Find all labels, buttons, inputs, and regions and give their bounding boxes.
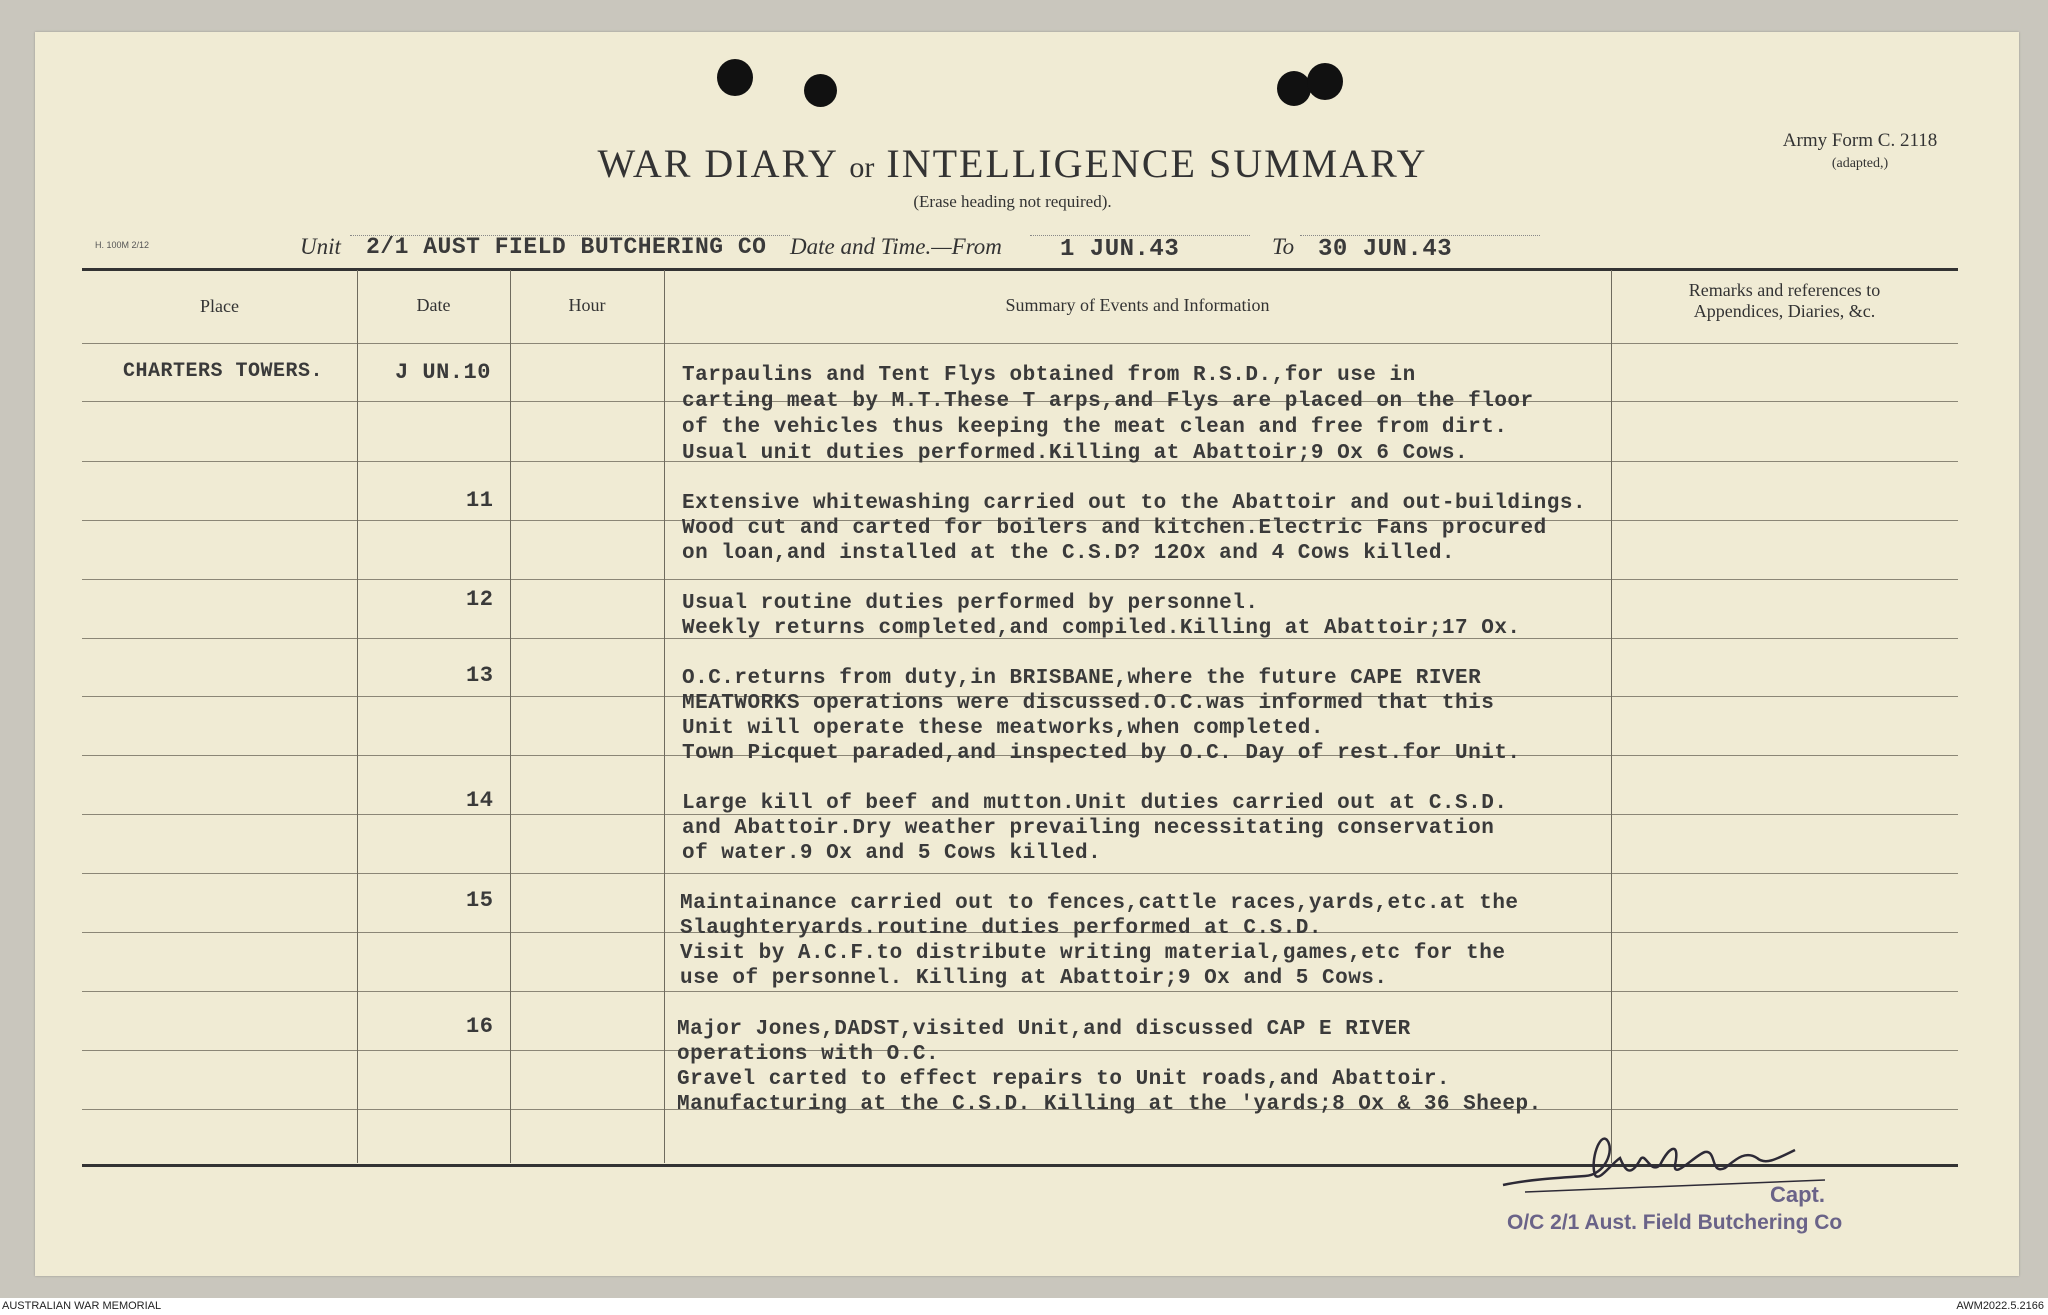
officer-stamp: O/C 2/1 Aust. Field Butchering Co xyxy=(1507,1211,1843,1234)
entry-date: 14 xyxy=(466,788,494,813)
summary-line: Manufacturing at the C.S.D. Killing at the 'yards;8 Ox & 36 Sheep. xyxy=(677,1093,1542,1116)
summary-line: on loan,and installed at the C.S.D? 12Ox and 4 Cows killed. xyxy=(682,542,1456,565)
summary-line: Extensive whitewashing carried out to the Abattoir and out-buildings. xyxy=(682,492,1587,515)
army-form-number: Army Form C. 2118 xyxy=(1782,130,1938,151)
summary-line: O.C.returns from duty,in BRISBANE,where the future CAPE RIVER xyxy=(682,667,1482,690)
summary-line: carting meat by M.T.These T arps,and Flys are placed on the floor xyxy=(682,390,1534,413)
entry-place: CHARTERS TOWERS. xyxy=(123,360,324,383)
row-rule xyxy=(82,1050,1958,1051)
column-divider xyxy=(664,270,665,1163)
punch-hole-icon xyxy=(1307,63,1343,100)
from-date-value: 1 JUN.43 xyxy=(1060,236,1180,263)
summary-line: Weekly returns completed,and compiled.Killing at Abattoir;17 Ox. xyxy=(682,617,1521,640)
row-rule xyxy=(82,873,1958,874)
column-header-hour: Hour xyxy=(568,295,606,315)
column-header-place: Place xyxy=(200,296,239,316)
summary-line: operations with O.C. xyxy=(677,1043,940,1066)
entry-date: J UN.10 xyxy=(395,360,491,385)
remarks-header-line-1: Remarks and references to xyxy=(1688,280,1881,300)
summary-line: Major Jones,DADST,visited Unit,and discussed CAP E RIVER xyxy=(677,1018,1411,1041)
column-divider xyxy=(357,270,358,1163)
entry-date: 16 xyxy=(466,1014,494,1039)
to-label: To xyxy=(1272,234,1295,259)
signature-rank: Capt. xyxy=(1770,1182,1825,1207)
unit-value: 2/1 AUST FIELD BUTCHERING CO xyxy=(366,234,767,260)
summary-line: Unit will operate these meatworks,when completed. xyxy=(682,717,1325,740)
to-date-value: 30 JUN.43 xyxy=(1318,236,1453,263)
entry-date: 12 xyxy=(466,587,494,612)
header-bottom-rule xyxy=(82,343,1958,344)
footer-left: AUSTRALIAN WAR MEMORIAL xyxy=(2,1300,162,1312)
summary-line: of the vehicles thus keeping the meat clean and free from dirt. xyxy=(682,416,1508,439)
column-header-summary: Summary of Events and Information xyxy=(1005,295,1270,315)
summary-line: Usual routine duties performed by personnel. xyxy=(682,592,1259,615)
entry-date: 15 xyxy=(466,888,494,913)
summary-line: of water.9 Ox and 5 Cows killed. xyxy=(682,842,1102,865)
erase-note: (Erase heading not required). xyxy=(913,192,1112,211)
footer-right: AWM2022.5.2166 xyxy=(1956,1300,2044,1312)
punch-hole-icon xyxy=(1277,71,1311,106)
summary-line: Large kill of beef and mutton.Unit duties carried out at C.S.D. xyxy=(682,792,1508,815)
summary-line: Maintainance carried out to fences,cattle races,yards,etc.at the xyxy=(680,892,1519,915)
summary-line: use of personnel. Killing at Abattoir;9 Ox and 5 Cows. xyxy=(680,967,1388,990)
entry-date: 13 xyxy=(466,663,494,688)
punch-hole-icon xyxy=(804,74,837,107)
entry-date: 11 xyxy=(466,488,494,513)
title-war-diary: WAR DIARY xyxy=(597,141,838,186)
table-top-rule xyxy=(82,268,1958,271)
summary-line: MEATWORKS operations were discussed.O.C.was informed that this xyxy=(682,692,1495,715)
summary-line: Tarpaulins and Tent Flys obtained from R.S.D.,for use in xyxy=(682,364,1416,387)
summary-line: Usual unit duties performed.Killing at Abattoir;9 Ox 6 Cows. xyxy=(682,442,1469,465)
summary-line: and Abattoir.Dry weather prevailing necessitating conservation xyxy=(682,817,1495,840)
print-reference: H. 100M 2/12 xyxy=(95,240,150,250)
summary-line: Wood cut and carted for boilers and kitchen.Electric Fans procured xyxy=(682,517,1547,540)
row-rule xyxy=(82,991,1958,992)
column-divider xyxy=(510,270,511,1163)
unit-label: Unit xyxy=(300,234,341,259)
army-form-adapted: (adapted,) xyxy=(1831,156,1889,171)
column-divider xyxy=(1611,270,1612,1163)
date-time-label: Date and Time.—From xyxy=(790,234,1002,259)
column-header-date: Date xyxy=(416,295,451,315)
title-intelligence-summary: INTELLIGENCE SUMMARY xyxy=(886,141,1428,186)
remarks-header-line-2: Appendices, Diaries, &c. xyxy=(1693,301,1876,321)
summary-line: Gravel carted to effect repairs to Unit roads,and Abattoir. xyxy=(677,1068,1451,1091)
punch-hole-icon xyxy=(717,59,753,96)
page-title xyxy=(560,140,1465,187)
column-header-remarks xyxy=(1611,280,1958,322)
summary-line: Slaughteryards.routine duties performed at C.S.D. xyxy=(680,917,1323,940)
summary-line: Visit by A.C.F.to distribute writing material,games,etc for the xyxy=(680,942,1506,965)
summary-line: Town Picquet paraded,and inspected by O.C. Day of rest.for Unit. xyxy=(682,742,1521,765)
title-or: or xyxy=(849,151,875,184)
row-rule xyxy=(82,579,1958,580)
